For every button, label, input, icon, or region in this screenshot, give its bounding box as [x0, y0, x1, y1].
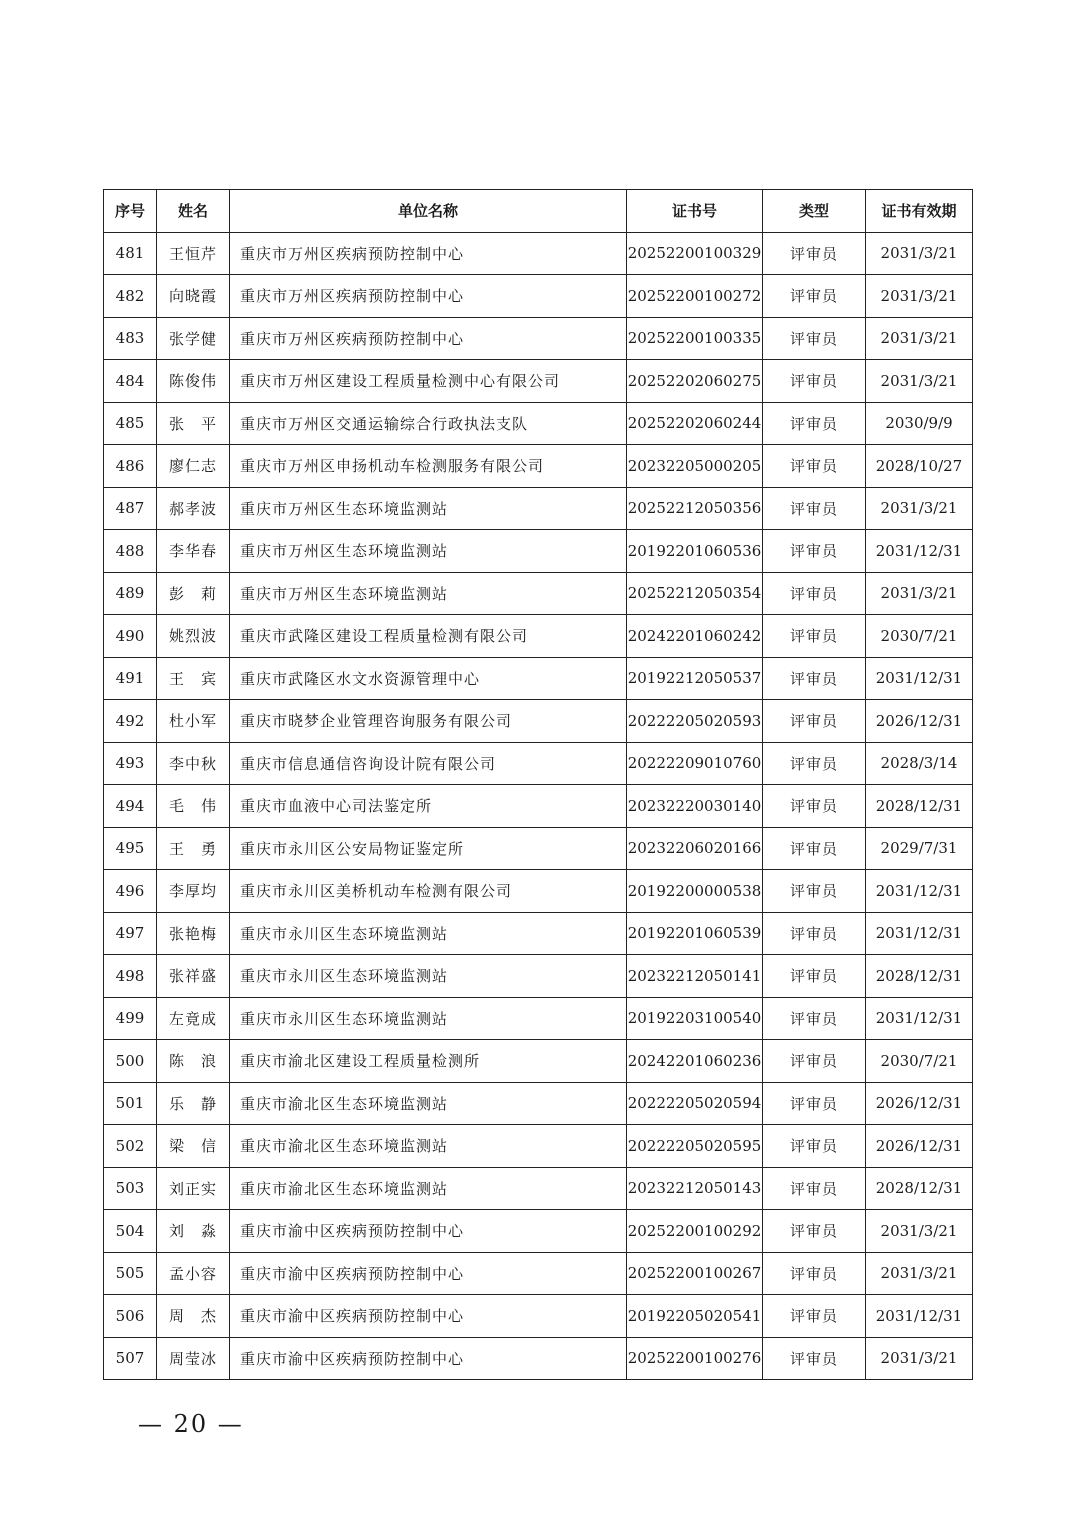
cell-type: 评审员: [763, 1337, 866, 1380]
cell-seq: 487: [104, 487, 157, 530]
cell-valid-until: 2031/3/21: [866, 1210, 973, 1253]
table-row: [104, 1167, 973, 1210]
cell-unit: 重庆市武隆区水文水资源管理中心: [230, 657, 627, 700]
cell-cert-no: 20252200100292: [627, 1210, 763, 1253]
cell-name: 乐 静: [157, 1082, 230, 1125]
cell-type: 评审员: [763, 445, 866, 488]
table-row: [104, 275, 973, 318]
cell-type: 评审员: [763, 1210, 866, 1253]
cell-seq: 486: [104, 445, 157, 488]
cell-cert-no: 20192201060539: [627, 912, 763, 955]
table-row: [104, 530, 973, 573]
cell-seq: 500: [104, 1040, 157, 1083]
table-row: [104, 997, 973, 1040]
cell-valid-until: 2031/12/31: [866, 1295, 973, 1338]
cell-cert-no: 20232212050141: [627, 955, 763, 998]
cell-seq: 498: [104, 955, 157, 998]
table-row: [104, 1295, 973, 1338]
cell-unit: 重庆市晓梦企业管理咨询服务有限公司: [230, 700, 627, 743]
cell-cert-no: 20222205020593: [627, 700, 763, 743]
cell-seq: 494: [104, 785, 157, 828]
cell-valid-until: 2031/3/21: [866, 360, 973, 403]
cell-valid-until: 2028/3/14: [866, 742, 973, 785]
cell-seq: 482: [104, 275, 157, 318]
cell-valid-until: 2031/3/21: [866, 1337, 973, 1380]
cell-cert-no: 20252212050354: [627, 572, 763, 615]
cell-type: 评审员: [763, 1252, 866, 1295]
table-row: [104, 955, 973, 998]
cell-name: 王 宾: [157, 657, 230, 700]
cell-cert-no: 20252212050356: [627, 487, 763, 530]
header-valid-until: 证书有效期: [866, 190, 973, 233]
cell-valid-until: 2030/7/21: [866, 615, 973, 658]
cell-unit: 重庆市渝中区疾病预防控制中心: [230, 1295, 627, 1338]
cell-seq: 504: [104, 1210, 157, 1253]
cell-name: 陈 浪: [157, 1040, 230, 1083]
cell-valid-until: 2030/9/9: [866, 402, 973, 445]
cell-cert-no: 20232206020166: [627, 827, 763, 870]
certificate-table-container: [103, 189, 972, 1380]
cell-type: 评审员: [763, 317, 866, 360]
cell-name: 刘 淼: [157, 1210, 230, 1253]
cell-name: 李厚均: [157, 870, 230, 913]
table-row: [104, 487, 973, 530]
cell-name: 张 平: [157, 402, 230, 445]
cell-name: 张学健: [157, 317, 230, 360]
table-row: [104, 360, 973, 403]
cell-seq: 499: [104, 997, 157, 1040]
cell-unit: 重庆市渝北区建设工程质量检测所: [230, 1040, 627, 1083]
cell-valid-until: 2031/3/21: [866, 572, 973, 615]
table-row: [104, 827, 973, 870]
cell-type: 评审员: [763, 912, 866, 955]
cell-name: 姚烈波: [157, 615, 230, 658]
cell-seq: 496: [104, 870, 157, 913]
cell-name: 王恒芹: [157, 232, 230, 275]
cell-unit: 重庆市永川区美桥机动车检测有限公司: [230, 870, 627, 913]
cell-type: 评审员: [763, 785, 866, 828]
cell-seq: 492: [104, 700, 157, 743]
cell-name: 梁 信: [157, 1125, 230, 1168]
cell-type: 评审员: [763, 615, 866, 658]
cell-type: 评审员: [763, 870, 866, 913]
cell-unit: 重庆市武隆区建设工程质量检测有限公司: [230, 615, 627, 658]
cell-name: 张艳梅: [157, 912, 230, 955]
table-row: [104, 1210, 973, 1253]
cell-type: 评审员: [763, 1295, 866, 1338]
cell-type: 评审员: [763, 487, 866, 530]
cell-unit: 重庆市万州区生态环境监测站: [230, 530, 627, 573]
table-row: [104, 742, 973, 785]
header-seq: 序号: [104, 190, 157, 233]
table-row: [104, 912, 973, 955]
cell-cert-no: 20232205000205: [627, 445, 763, 488]
cell-cert-no: 20192212050537: [627, 657, 763, 700]
cell-type: 评审员: [763, 700, 866, 743]
table-row: [104, 615, 973, 658]
cell-type: 评审员: [763, 530, 866, 573]
table-row: [104, 317, 973, 360]
cell-seq: 495: [104, 827, 157, 870]
cell-cert-no: 20222205020595: [627, 1125, 763, 1168]
cell-cert-no: 20192200000538: [627, 870, 763, 913]
cell-seq: 501: [104, 1082, 157, 1125]
cell-cert-no: 20252202060244: [627, 402, 763, 445]
cell-name: 廖仁志: [157, 445, 230, 488]
cell-valid-until: 2026/12/31: [866, 1125, 973, 1168]
table-row: [104, 445, 973, 488]
cell-name: 孟小容: [157, 1252, 230, 1295]
cell-seq: 493: [104, 742, 157, 785]
cell-type: 评审员: [763, 232, 866, 275]
cell-valid-until: 2029/7/31: [866, 827, 973, 870]
cell-unit: 重庆市永川区公安局物证鉴定所: [230, 827, 627, 870]
cell-type: 评审员: [763, 1040, 866, 1083]
cell-type: 评审员: [763, 1125, 866, 1168]
cell-seq: 490: [104, 615, 157, 658]
cell-valid-until: 2031/3/21: [866, 317, 973, 360]
table-row: [104, 1040, 973, 1083]
cell-seq: 483: [104, 317, 157, 360]
cell-unit: 重庆市永川区生态环境监测站: [230, 955, 627, 998]
cell-seq: 506: [104, 1295, 157, 1338]
cell-unit: 重庆市渝北区生态环境监测站: [230, 1082, 627, 1125]
cell-cert-no: 20192203100540: [627, 997, 763, 1040]
table-row: [104, 657, 973, 700]
cell-unit: 重庆市万州区交通运输综合行政执法支队: [230, 402, 627, 445]
table-row: [104, 870, 973, 913]
cell-unit: 重庆市万州区申扬机动车检测服务有限公司: [230, 445, 627, 488]
cell-unit: 重庆市渝北区生态环境监测站: [230, 1167, 627, 1210]
header-unit: 单位名称: [230, 190, 627, 233]
cell-seq: 491: [104, 657, 157, 700]
cell-cert-no: 20232220030140: [627, 785, 763, 828]
cell-cert-no: 20252202060275: [627, 360, 763, 403]
cell-type: 评审员: [763, 657, 866, 700]
cell-unit: 重庆市血液中心司法鉴定所: [230, 785, 627, 828]
cell-unit: 重庆市万州区疾病预防控制中心: [230, 317, 627, 360]
table-row: [104, 1082, 973, 1125]
cell-name: 王 勇: [157, 827, 230, 870]
cell-valid-until: 2031/3/21: [866, 232, 973, 275]
cell-unit: 重庆市万州区生态环境监测站: [230, 487, 627, 530]
cell-seq: 485: [104, 402, 157, 445]
cell-type: 评审员: [763, 1082, 866, 1125]
cell-name: 周莹冰: [157, 1337, 230, 1380]
cell-valid-until: 2031/12/31: [866, 530, 973, 573]
header-cert-no: 证书号: [627, 190, 763, 233]
cell-cert-no: 20222205020594: [627, 1082, 763, 1125]
cell-unit: 重庆市万州区疾病预防控制中心: [230, 232, 627, 275]
cell-name: 李中秋: [157, 742, 230, 785]
cell-name: 杜小军: [157, 700, 230, 743]
table-row: [104, 1125, 973, 1168]
cell-seq: 497: [104, 912, 157, 955]
cell-type: 评审员: [763, 742, 866, 785]
cell-unit: 重庆市永川区生态环境监测站: [230, 912, 627, 955]
table-row: [104, 785, 973, 828]
cell-seq: 488: [104, 530, 157, 573]
table-row: [104, 1252, 973, 1295]
cell-valid-until: 2028/12/31: [866, 785, 973, 828]
cell-seq: 505: [104, 1252, 157, 1295]
table-row: [104, 402, 973, 445]
cell-valid-until: 2030/7/21: [866, 1040, 973, 1083]
cell-valid-until: 2031/3/21: [866, 1252, 973, 1295]
certificate-table: [103, 189, 973, 1380]
header-name: 姓名: [157, 190, 230, 233]
cell-valid-until: 2031/12/31: [866, 912, 973, 955]
cell-name: 向晓霞: [157, 275, 230, 318]
cell-valid-until: 2031/3/21: [866, 275, 973, 318]
cell-valid-until: 2031/12/31: [866, 870, 973, 913]
cell-unit: 重庆市渝中区疾病预防控制中心: [230, 1210, 627, 1253]
table-row: [104, 700, 973, 743]
table-header-row: [104, 190, 973, 233]
cell-valid-until: 2028/10/27: [866, 445, 973, 488]
table-body: [104, 232, 973, 1380]
cell-unit: 重庆市信息通信咨询设计院有限公司: [230, 742, 627, 785]
cell-cert-no: 20252200100272: [627, 275, 763, 318]
cell-cert-no: 20192205020541: [627, 1295, 763, 1338]
cell-valid-until: 2028/12/31: [866, 955, 973, 998]
cell-seq: 484: [104, 360, 157, 403]
cell-seq: 489: [104, 572, 157, 615]
cell-seq: 507: [104, 1337, 157, 1380]
cell-unit: 重庆市渝中区疾病预防控制中心: [230, 1337, 627, 1380]
header-type: 类型: [763, 190, 866, 233]
cell-cert-no: 20252200100335: [627, 317, 763, 360]
cell-cert-no: 20242201060242: [627, 615, 763, 658]
table-row: [104, 232, 973, 275]
cell-unit: 重庆市万州区疾病预防控制中心: [230, 275, 627, 318]
cell-valid-until: 2031/12/31: [866, 657, 973, 700]
cell-name: 陈俊伟: [157, 360, 230, 403]
cell-valid-until: 2028/12/31: [866, 1167, 973, 1210]
cell-unit: 重庆市渝北区生态环境监测站: [230, 1125, 627, 1168]
cell-valid-until: 2026/12/31: [866, 700, 973, 743]
cell-name: 李华春: [157, 530, 230, 573]
cell-cert-no: 20232212050143: [627, 1167, 763, 1210]
cell-unit: 重庆市万州区建设工程质量检测中心有限公司: [230, 360, 627, 403]
cell-name: 刘正实: [157, 1167, 230, 1210]
cell-cert-no: 20252200100267: [627, 1252, 763, 1295]
cell-seq: 503: [104, 1167, 157, 1210]
cell-cert-no: 20192201060536: [627, 530, 763, 573]
cell-cert-no: 20242201060236: [627, 1040, 763, 1083]
cell-name: 左竟成: [157, 997, 230, 1040]
cell-valid-until: 2031/3/21: [866, 487, 973, 530]
cell-unit: 重庆市永川区生态环境监测站: [230, 997, 627, 1040]
cell-name: 彭 莉: [157, 572, 230, 615]
cell-type: 评审员: [763, 402, 866, 445]
cell-type: 评审员: [763, 955, 866, 998]
cell-cert-no: 20252200100329: [627, 232, 763, 275]
table-row: [104, 572, 973, 615]
cell-type: 评审员: [763, 572, 866, 615]
cell-name: 毛 伟: [157, 785, 230, 828]
cell-type: 评审员: [763, 360, 866, 403]
cell-seq: 502: [104, 1125, 157, 1168]
cell-type: 评审员: [763, 1167, 866, 1210]
cell-type: 评审员: [763, 275, 866, 318]
cell-unit: 重庆市渝中区疾病预防控制中心: [230, 1252, 627, 1295]
cell-type: 评审员: [763, 827, 866, 870]
table-row: [104, 1337, 973, 1380]
cell-name: 郝孝波: [157, 487, 230, 530]
cell-type: 评审员: [763, 997, 866, 1040]
cell-cert-no: 20222209010760: [627, 742, 763, 785]
cell-valid-until: 2031/12/31: [866, 997, 973, 1040]
cell-unit: 重庆市万州区生态环境监测站: [230, 572, 627, 615]
cell-name: 周 杰: [157, 1295, 230, 1338]
cell-valid-until: 2026/12/31: [866, 1082, 973, 1125]
cell-name: 张祥盛: [157, 955, 230, 998]
cell-seq: 481: [104, 232, 157, 275]
cell-cert-no: 20252200100276: [627, 1337, 763, 1380]
page-number: — 20 —: [138, 1410, 244, 1438]
